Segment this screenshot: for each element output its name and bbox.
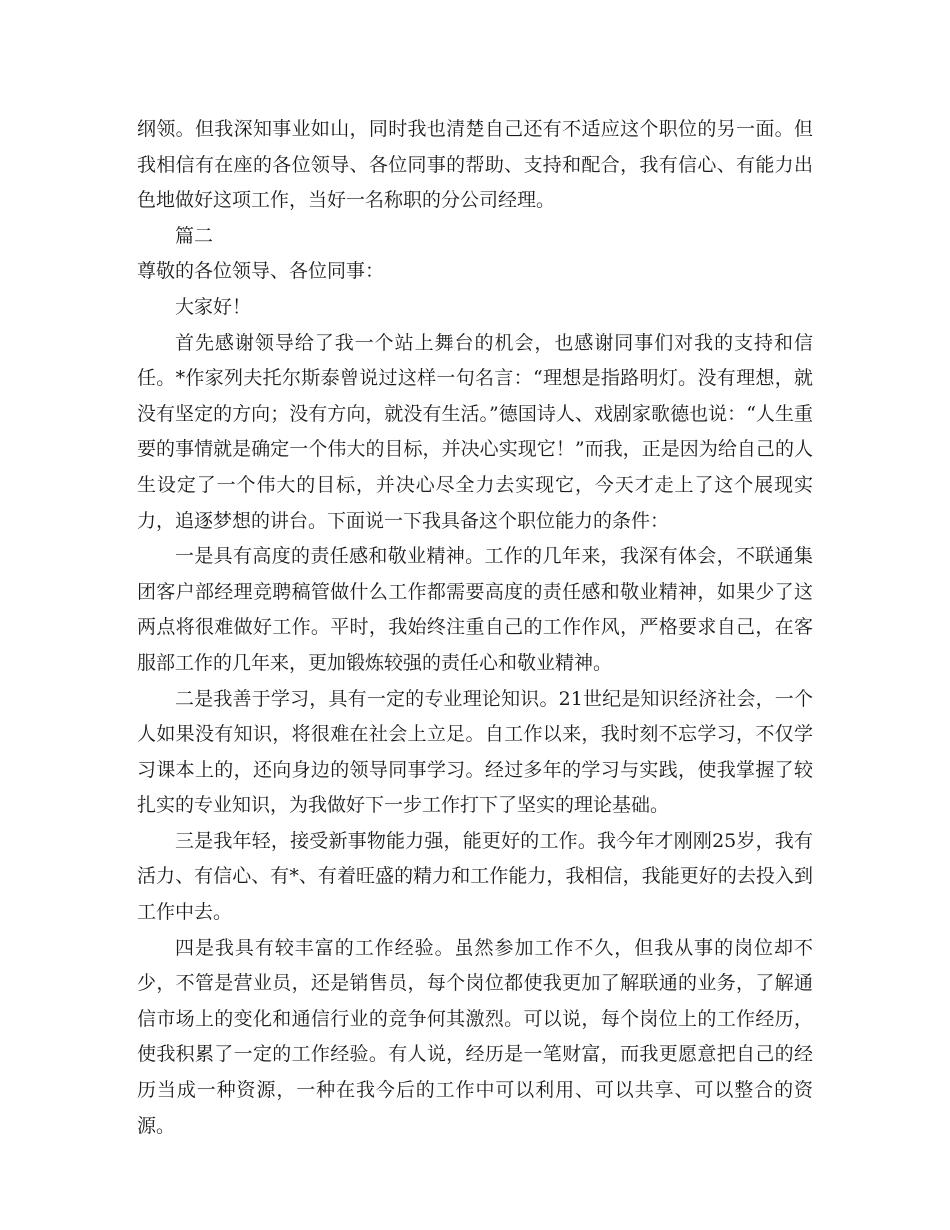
- paragraph-point-1: 一是具有高度的责任感和敬业精神。工作的几年来，我深有体会，不联通集团客户部经理竞聘稿管做什么工作都需要高度的责任感和敬业精神，如果少了这两点将很难做好工作。平时，我始终注重自己的工作作风，严格要求自己，在客服部工作的几年来，更加锻炼较强的责任心和敬业精神。: [137, 545, 813, 674]
- paragraph-point-3: 三是我年轻，接受新事物能力强，能更好的工作。我今年才刚刚25岁，我有活力、有信心、有*、有着旺盛的精力和工作能力，我相信，我能更好的去投入到工作中去。: [137, 829, 813, 924]
- salutation: 尊敬的各位领导、各位同事：: [137, 260, 385, 283]
- paragraph-1: 纲领。但我深知事业如山，同时我也清楚自己还有不适应这个职位的另一面。但我相信有在座的各位领导、各位同事的帮助、支持和配合，我有信心、有能力出色地做好这项工作，当好一名称职的分公司经理。: [137, 118, 813, 212]
- document-body: [137, 112, 813, 1144]
- section-heading-pian-er: 篇二: [175, 224, 214, 247]
- paragraph-point-2: 二是我善于学习，具有一定的专业理论知识。21世纪是知识经济社会，一个人如果没有知识，将很难在社会上立足。自工作以来，我时刻不忘学习，不仅学习课本上的，还向身边的领导同事学习。经过多年的学习与实践，使我掌握了较扎实的专业知识，为我做好下一步工作打下了坚实的理论基础。: [137, 687, 813, 817]
- paragraph-intro: 首先感谢领导给了我一个站上舞台的机会，也感谢同事们对我的支持和信任。*作家列夫托尔斯泰曾说过这样一句名言：“理想是指路明灯。没有理想，就没有坚定的方向；没有方向，就没有生活。”德国诗人、戏剧家歌德也说：“人生重要的事情就是确定一个伟大的目标，并决心实现它！”而我，正是因为给自己的人生设定了一个伟大的目标，并决心尽全力去实现它，今天才走上了这个展现实力，追逐梦想的讲台。下面说一下我具备这个职位能力的条件：: [137, 331, 813, 532]
- greeting: 大家好！: [175, 295, 252, 318]
- paragraph-point-4: 四是我具有较丰富的工作经验。虽然参加工作不久，但我从事的岗位却不少，不管是营业员，还是销售员，每个岗位都使我更加了解联通的业务，了解通信市场上的变化和通信行业的竞争何其激烈。可以说，每个岗位上的工作经历，使我积累了一定的工作经验。有人说，经历是一笔财富，而我更愿意把自己的经历当成一种资源，一种在我今后的工作中可以利用、可以共享、可以整合的资源。: [137, 936, 813, 1137]
